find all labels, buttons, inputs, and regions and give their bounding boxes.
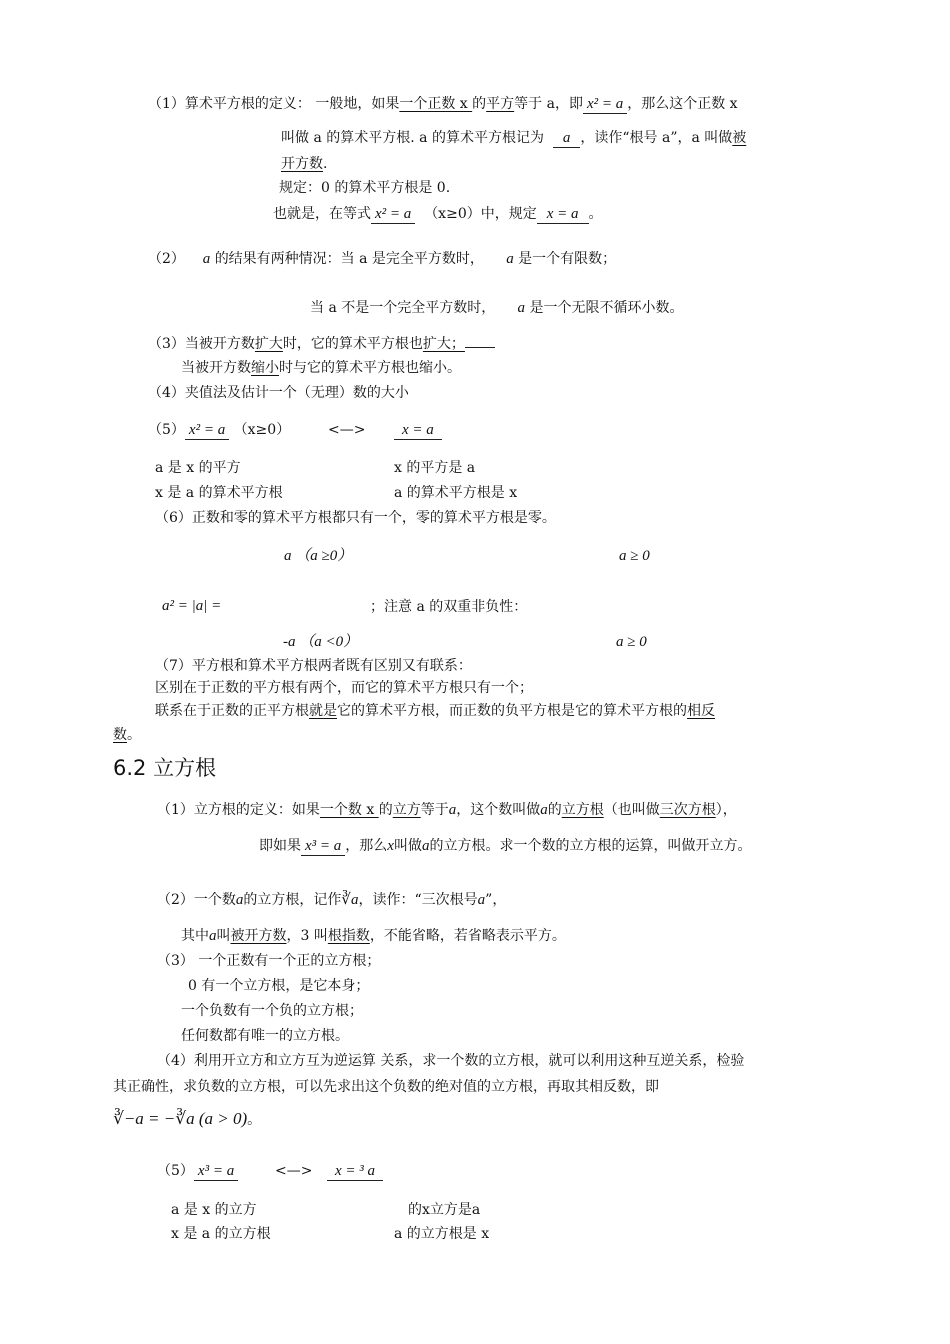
c5-col1-b: x 是 a 的立方根	[171, 1226, 271, 1242]
s1-def-line: （1）算术平方根的定义： 一般地，如果一个正数 x 的平方等于 a，即 x² = a ，那么这个正数 x	[148, 96, 738, 112]
c3-line1: （3） 一个正数有一个正的立方根；	[157, 953, 381, 969]
s5-col2-a: x 的平方是 a	[394, 460, 476, 476]
c3-line2: 0 有一个立方根，是它本身；	[188, 978, 370, 994]
c3-line4: 任何数都有唯一的立方根。	[181, 1028, 349, 1044]
s4-line: （4）夹值法及估计一个（无理）数的大小	[148, 385, 409, 401]
s3-line2: 当被开方数缩小时与它的算术平方根也缩小。	[181, 360, 461, 376]
sqrt-a-box: a	[553, 129, 581, 148]
s1-rule: 规定：0 的算术平方根是 0.	[279, 180, 451, 196]
s2-line2: 当 a 不是一个完全平方数时， a 是一个无限不循环小数。	[310, 300, 684, 316]
c5-formula-line: （5） x³ = a	[157, 1161, 238, 1181]
s7-rel: 联系在于正数的正平方根就是它的算术平方根，而正数的负平方根是它的算术平方根的相反	[155, 703, 715, 719]
cube-root-a: ∛a	[341, 892, 359, 908]
c5-arrow: <—>	[275, 1163, 313, 1179]
c1-line1: （1）立方根的定义：如果一个数 x 的立方等于a，这个数叫做a的立方根（也叫做三次方根），	[157, 802, 737, 818]
s5-arrow: <—>	[328, 422, 366, 438]
s7-rel-cont: 数。	[113, 727, 141, 743]
s3-line1: （3）当被开方数扩大时，它的算术平方根也扩大；	[148, 334, 495, 354]
c5-col2-b: a 的立方根是 x	[394, 1226, 490, 1242]
s5-col1-b: x 是 a 的算术平方根	[155, 485, 283, 501]
cube-root-formula: ∛−a = −∛a (a > 0)	[113, 1109, 248, 1128]
c4-line1: （4）利用开立方和立方互为逆运算 关系，求一个数的立方根，就可以利用这种互逆关系，检验	[157, 1053, 745, 1069]
s1-that-line: 也就是，在等式 x² = a （x≥0）中，规定 x = a 。	[273, 206, 603, 222]
s5-col2-b: a 的算术平方根是 x	[394, 485, 518, 501]
s6-case2: -a （a <0）	[283, 634, 359, 650]
c5-col1-a: a 是 x 的立方	[171, 1202, 257, 1218]
s5-formula-line: （5） x² = a （x≥0）	[148, 422, 291, 438]
s7-title: （7）平方根和算术平方根两者既有区别又有联系：	[155, 658, 472, 674]
c3-line3: 一个负数有一个负的立方根；	[181, 1003, 363, 1019]
s6-line: （6）正数和零的算术平方根都只有一个，零的算术平方根是零。	[155, 510, 556, 526]
s6-case1-right: a ≥ 0	[619, 548, 650, 564]
c4-formula-line: ∛−a = −∛a (a > 0)。	[113, 1109, 262, 1128]
c5-col2-a: 的x立方是a	[408, 1202, 481, 1218]
c2-line2: 其中a叫被开方数，3 叫根指数，不能省略，若省略表示平方。	[181, 928, 566, 944]
s5-eq2: x = a	[394, 420, 442, 440]
s6-case2-right: a ≥ 0	[616, 634, 647, 650]
s6-lhs: a² = |a| =	[162, 598, 222, 614]
c2-line1: （2）一个数a的立方根，记作∛a，读作：“三次根号a”，	[157, 892, 507, 908]
s2-line1: （2） a 的结果有两种情况：当 a 是完全平方数时， a 是一个有限数；	[148, 251, 617, 267]
c4-line2: 其正确性，求负数的立方根，可以先求出这个负数的绝对值的立方根，再取其相反数，即	[113, 1079, 659, 1095]
s5-col1-a: a 是 x 的平方	[155, 460, 241, 476]
section-heading-6-2: 6.2 立方根	[113, 756, 217, 780]
c1-line2: 即如果 x³ = a ，那么x叫做a的立方根。求一个数的立方根的运算，叫做开立方。	[259, 838, 752, 854]
s1-line2: 叫做 a 的算术平方根. a 的算术平方根记为 a ，读作“根号 a”，a 叫做被	[281, 130, 747, 146]
s6-case1: a （a ≥0）	[284, 548, 353, 564]
s1-line3: 开方数.	[281, 156, 328, 172]
eq-x2-a: x² = a	[583, 95, 627, 114]
s6-note: ；注意 a 的双重非负性：	[370, 599, 528, 615]
c5-eq2: x = ³ a	[327, 1161, 383, 1181]
s7-diff: 区别在于正数的平方根有两个，而它的算术平方根只有一个；	[155, 680, 533, 696]
